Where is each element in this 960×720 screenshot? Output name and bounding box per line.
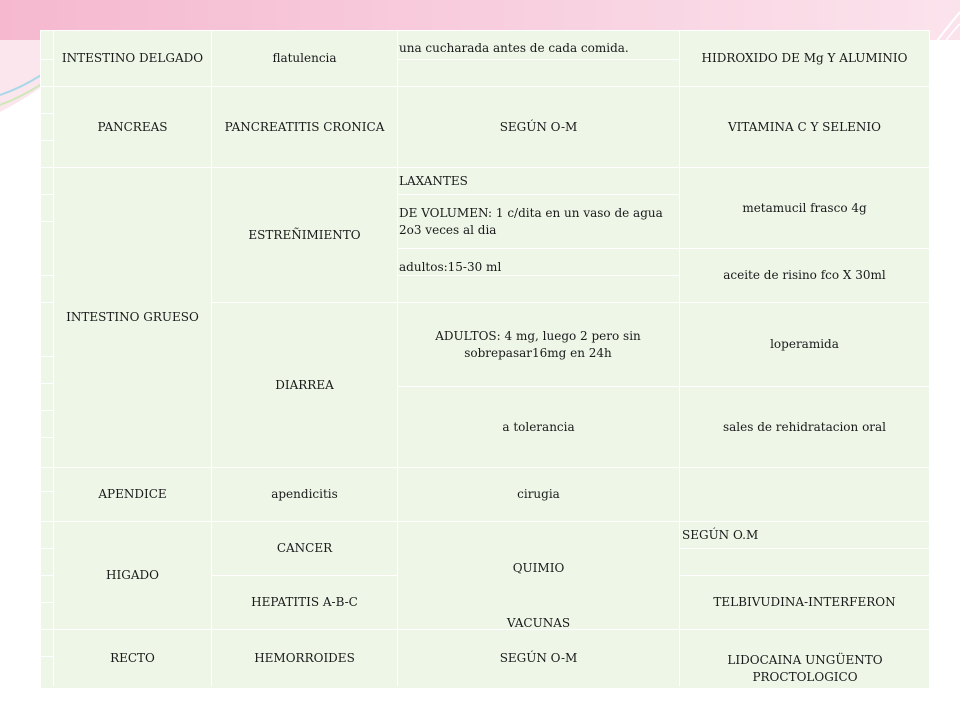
grid-line: [41, 656, 53, 657]
treatment-cell: TELBIVUDINA-INTERFERON: [713, 595, 896, 609]
condition-cell: flatulencia: [272, 51, 337, 65]
dose-cell: adultos:15-30 ml: [399, 259, 502, 274]
treatment-cell: aceite de risino fco X 30ml: [723, 268, 886, 282]
organ-cell: HIGADO: [106, 568, 159, 582]
dose-cell: SEGÚN O-M: [499, 650, 578, 665]
condition-cell: ESTREÑIMIENTO: [248, 227, 361, 242]
dose-cell: VACUNAS: [506, 615, 571, 630]
organ-cell: INTESTINO DELGADO: [61, 51, 204, 65]
grid-line: [679, 548, 929, 549]
dose-cell: SEGÚN O-M: [499, 119, 578, 134]
condition-cell: PANCREATITIS CRONICA: [224, 119, 385, 134]
organ-cell: INTESTINO GRUESO: [66, 310, 199, 324]
condition-cell: HEPATITIS A-B-C: [251, 595, 358, 609]
dose-cell: a tolerancia: [502, 419, 575, 434]
treatment-cell: LIDOCAINA UNGÜENTO PROCTOLOGICO: [727, 653, 883, 684]
grid-line: [41, 491, 53, 492]
grid-line: [397, 59, 679, 60]
grid-line: [41, 383, 53, 384]
organ-cell: RECTO: [110, 650, 155, 665]
treatment-cell: VITAMINA C Y SELENIO: [728, 119, 881, 134]
grid-line: [41, 59, 53, 60]
condition-cell: DIARREA: [275, 377, 334, 392]
dose-cell: ADULTOS: 4 mg, luego 2 pero sin sobrepasar16mg en 24h: [435, 328, 641, 360]
treatment-cell: sales de rehidratacion oral: [722, 419, 887, 434]
grid-line: [41, 194, 53, 195]
dose-cell: DE VOLUMEN: 1 c/dita en un vaso de agua 2o3 veces al dia: [399, 205, 663, 237]
organ-cell: APENDICE: [98, 487, 167, 501]
condition-cell: apendicitis: [271, 487, 338, 501]
treatment-cell: loperamida: [770, 337, 839, 351]
condition-cell: HEMORROIDES: [254, 650, 355, 665]
grid-line: [41, 275, 53, 276]
grid-line: [41, 437, 53, 438]
grid-line: [41, 113, 53, 114]
treatment-cell: [680, 468, 929, 521]
grid-line: [41, 221, 53, 222]
dose-cell: LAXANTES: [399, 173, 468, 188]
grid-line: [41, 302, 53, 303]
grid-line: [41, 602, 53, 603]
dose-cell: una cucharada antes de cada comida.: [399, 40, 629, 55]
grid-line: [41, 140, 53, 141]
grid-line: [41, 356, 53, 357]
dose-cell: QUIMIO: [512, 560, 565, 575]
organ-cell: PANCREAS: [97, 119, 168, 134]
grid-line: [41, 575, 53, 576]
treatment-cell: SEGÚN O.M: [682, 527, 759, 542]
dose-cell: cirugia: [517, 487, 560, 501]
treatment-cell: metamucil frasco 4g: [742, 200, 867, 215]
condition-cell: CANCER: [276, 541, 333, 555]
medication-table: [40, 30, 930, 689]
grid-line: [41, 410, 53, 411]
treatment-cell: HIDROXIDO DE Mg Y ALUMINIO: [701, 51, 908, 65]
grid-line: [41, 548, 53, 549]
